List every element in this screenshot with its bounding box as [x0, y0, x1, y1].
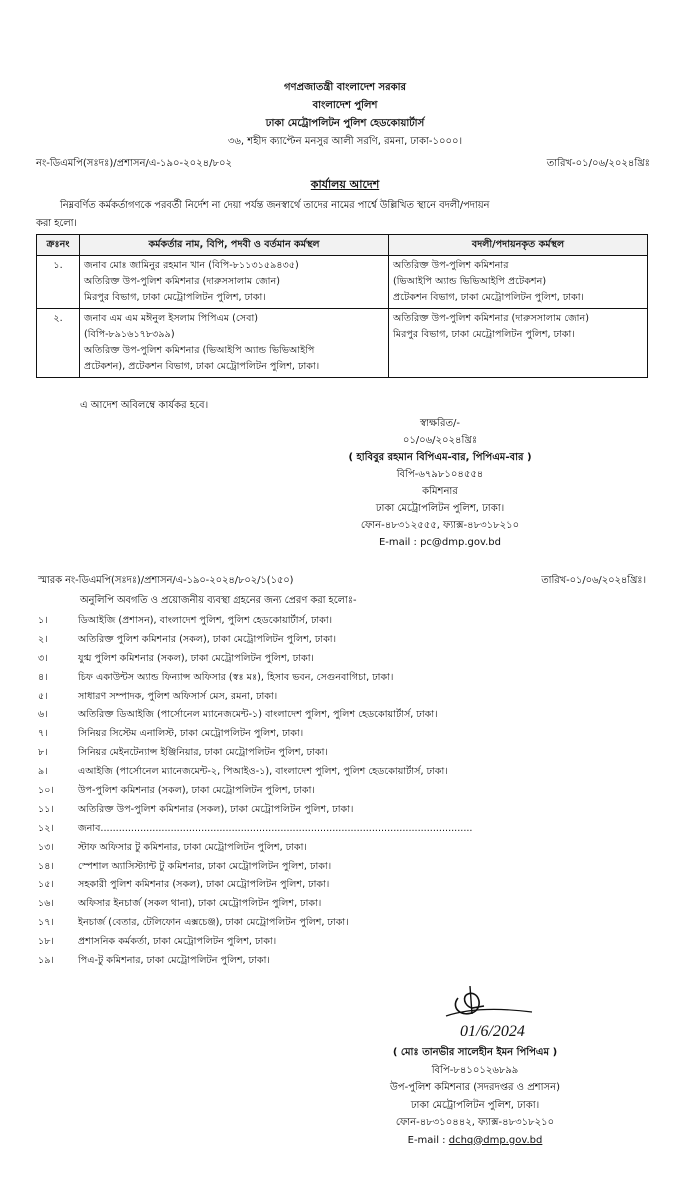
header-department: বাংলাদেশ পুলিশ — [312, 100, 378, 111]
signatory-bp: বিপি-৬৭৯৮১০৪৫৫৪ — [396, 469, 484, 480]
list-item-number: ১৪। — [38, 860, 54, 872]
col-header-officer: কর্মকর্তার নাম, বিপি, পদবী ও বর্তমান কর্মস্থল — [80, 235, 389, 256]
signatory-office: ঢাকা মেট্রোপলিটন পুলিশ, ঢাকা। — [410, 1099, 540, 1111]
list-item — [38, 782, 658, 801]
list-item — [38, 895, 658, 914]
signatory-block-commissioner — [330, 415, 550, 551]
list-item-number: ১। — [38, 614, 48, 626]
list-item-number: ৫। — [38, 690, 48, 702]
list-item-number: ৯। — [38, 766, 48, 778]
list-item — [38, 933, 658, 952]
table-row — [37, 309, 648, 378]
list-item-number: ১৯। — [38, 954, 54, 966]
list-item-text: অতিরিক্ত পুলিশ কমিশনার (সকল), ঢাকা মেট্রোপলিটন পুলিশ, ঢাকা। — [78, 633, 336, 645]
list-item-text: এআইজি (পার্সোনেল ম্যানেজমেন্ট-২, পিআইও-১), বাংলাদেশ পুলিশ, পুলিশ হেডকোয়ার্টার্স, ঢাকা। — [78, 766, 448, 778]
list-item — [38, 669, 658, 688]
officer-line: (বিপি-৮৯১৬১৭৮৩৯৯) — [84, 329, 175, 340]
signatory-designation: কমিশনার — [422, 486, 458, 497]
list-item-text: ইনচার্জ (বেতার, টেলিফোন এক্সচেঞ্জ), ঢাকা মেট্রোপলিটন পুলিশ, ঢাকা। — [78, 917, 349, 929]
row-officer — [80, 256, 389, 309]
signatory-office: ঢাকা মেট্রোপলিটন পুলিশ, ঢাকা। — [375, 503, 505, 514]
table-header-row — [37, 235, 648, 256]
list-item-number: ৬। — [38, 709, 48, 721]
transfer-table — [36, 234, 648, 378]
order-title: কার্যালয় আদেশ — [310, 178, 380, 191]
list-item-number: ১১। — [38, 803, 54, 815]
row-officer — [80, 309, 389, 378]
distribution-intro: অনুলিপি অবগতি ও প্রয়োজনীয় ব্যবস্থা গ্রহনের জন্য প্রেরণ করা হলোঃ- — [80, 595, 357, 606]
signatory-phone: ফোন-৪৮৩১২৫৫৫, ফ্যাক্স-৪৮৩১৮২১০ — [360, 520, 520, 531]
list-item — [38, 876, 658, 895]
signatory-phone: ফোন-৪৮৩১০৪৪২, ফ্যাক্স-৪৮৩১৮২১০ — [395, 1117, 555, 1128]
list-item-text: চিফ একাউন্টস অ্যান্ড ফিন্যান্স অফিসার (স্বঃ মঃ), হিসাব ভবন, সেগুনবাগিচা, ঢাকা। — [78, 671, 394, 683]
list-item — [38, 839, 658, 858]
header-office: ঢাকা মেট্রোপলিটন পুলিশ হেডকোয়ার্টার্স — [265, 118, 425, 129]
list-item — [38, 650, 658, 669]
list-item-number: ১০। — [38, 784, 54, 796]
posting-line: অতিরিক্ত উপ-পুলিশ কমিশনার (দারুসসালাম জোন) — [393, 313, 589, 324]
list-item — [38, 744, 658, 763]
list-item-text: সাধারণ সম্পাদক, পুলিশ অফিসার্স মেস, রমনা, ঢাকা। — [78, 690, 278, 702]
list-item-number: ৮। — [38, 747, 48, 759]
col-header-posting: বদলী/পদায়নকৃত কর্মস্থল — [389, 235, 648, 256]
signatory-name: ( মোঃ তানভীর সালেহীন ইমন পিপিএম ) — [392, 1047, 558, 1058]
row-sl: ২. — [37, 309, 80, 378]
signatory-designation: উপ-পুলিশ কমিশনার (সদরদপ্তর ও প্রশাসন) — [390, 1082, 560, 1093]
header-address: ৩৬, শহীদ ক্যাপ্টেন মনসুর আলী সরণি, রমনা, ঢাকা-১০০০। — [227, 136, 463, 147]
list-item-text: অফিসার ইনচার্জ (সকল থানা), ঢাকা মেট্রোপলিটন পুলিশ, ঢাকা। — [78, 898, 322, 910]
signatory-email-line — [350, 1132, 600, 1150]
list-item — [38, 631, 658, 650]
signatory-block-dc — [350, 1044, 600, 1149]
list-item-text: যুগ্ম পুলিশ কমিশনার (সকল), ঢাকা মেট্রোপলিটন পুলিশ, ঢাকা। — [78, 652, 314, 664]
signatory-email: E-mail : pc@dmp.gov.bd — [378, 537, 502, 548]
list-item — [38, 688, 658, 707]
list-item-number: ২। — [38, 633, 48, 645]
signed-label: স্বাক্ষরিত/- — [420, 418, 460, 429]
intro-line-2: করা হলো। — [36, 218, 77, 229]
list-item-number: ১৮। — [38, 936, 54, 948]
posting-line: অতিরিক্ত উপ-পুলিশ কমিশনার — [393, 260, 509, 271]
effective-note: এ আদেশ অবিলম্বে কার্যকর হবে। — [80, 400, 209, 411]
row-posting — [389, 309, 648, 378]
memo-ref-no: নং-ডিএমপি(সঃদঃ)/প্রশাসন/এ-১৯০-২০২৪/৮০২ — [36, 158, 232, 169]
list-item-text: সিনিয়র সিস্টেম এনালিস্ট, ঢাকা মেট্রোপলিটন পুলিশ, ঢাকা। — [78, 728, 304, 740]
list-item — [38, 612, 658, 631]
list-item-number: ১৩। — [38, 841, 54, 853]
list-item — [38, 801, 658, 820]
list-item-number: ১৬। — [38, 898, 54, 910]
memo-date: তারিখ-০১/০৬/২০২৪খ্রিঃ — [546, 158, 650, 169]
list-item-text: অতিরিক্ত ডিআইজি (পার্সোনেল ম্যানেজমেন্ট-১) বাংলাদেশ পুলিশ, পুলিশ হেডকোয়ার্টার্স, ঢাকা। — [78, 709, 438, 721]
list-item-text: অতিরিক্ত উপ-পুলিশ কমিশনার (সকল), ঢাকা মেট্রোপলিটন পুলিশ, ঢাকা। — [78, 803, 354, 815]
signatory-name: ( হাবিবুর রহমান বিপিএম-বার, পিপিএম-বার ) — [348, 452, 532, 463]
list-item-text: জনাব.......................................................................................................................... — [78, 822, 473, 834]
list-item-text: ডিআইজি (প্রশাসন), বাংলাদেশ পুলিশ, পুলিশ হেডকোয়ার্টার্স, ঢাকা। — [78, 614, 333, 626]
distribution-list — [38, 612, 658, 971]
signed-date: ০১/০৬/২০২৪খ্রিঃ — [402, 435, 478, 446]
header-government: গণপ্রজাতন্ত্রী বাংলাদেশ সরকার — [284, 82, 406, 93]
officer-line: অতিরিক্ত উপ-পুলিশ কমিশনার (দারুসসালাম জোন) — [84, 276, 280, 287]
posting-line: (ভিআইপি অ্যান্ড ভিভিআইপি প্রটেকশন) — [393, 276, 547, 287]
distribution-ref-no: স্মারক নং-ডিএমপি(সঃদঃ)/প্রশাসন/এ-১৯০-২০২৪/৮০২/১(১৫০) — [38, 575, 294, 586]
email-link[interactable]: dchq@dmp.gov.bd — [448, 1134, 543, 1146]
table-row — [37, 256, 648, 309]
list-item-text: সহকারী পুলিশ কমিশনার (সকল), ঢাকা মেট্রোপলিটন পুলিশ, ঢাকা। — [78, 879, 330, 891]
list-item-text: স্টাফ অফিসার টু কমিশনার, ঢাকা মেট্রোপলিটন পুলিশ, ঢাকা। — [78, 841, 307, 853]
posting-line: মিরপুর বিভাগ, ঢাকা মেট্রোপলিটন পুলিশ, ঢাকা। — [393, 329, 575, 340]
list-item-text: সিনিয়র মেইনটেন্যান্স ইঞ্জিনিয়ার, ঢাকা মেট্রোপলিটন পুলিশ, ঢাকা। — [78, 747, 328, 759]
officer-line: জনাব মোঃ জামিনুর রহমান খান (বিপি-৮১১৩১৫৯৪৩৫) — [84, 260, 299, 271]
list-item-number: ১৫। — [38, 879, 54, 891]
officer-line: প্রটেকশন), প্রটেকশন বিভাগ, ঢাকা মেট্রোপলিটন পুলিশ, ঢাকা। — [84, 361, 320, 372]
list-item-number: ১২। — [38, 822, 54, 834]
handwritten-date: 01/6/2024 — [460, 1023, 525, 1040]
intro-line-1: নিম্নবর্ণিত কর্মকর্তাগণকে পরবর্তী নির্দেশ না দেয়া পর্যন্ত জনস্বার্থে তাদের নামের পার্শ্বে উল্লিখিত স্থানে বদলী/পদায়ন — [60, 200, 490, 211]
list-item — [38, 725, 658, 744]
list-item — [38, 706, 658, 725]
list-item — [38, 763, 658, 782]
list-item-text: স্পেশাল অ্যাসিস্ট্যান্ট টু কমিশনার, ঢাকা মেট্রোপলিটন পুলিশ, ঢাকা। — [78, 860, 332, 872]
posting-line: প্রটেকশন বিভাগ, ঢাকা মেট্রোপলিটন পুলিশ, ঢাকা। — [393, 292, 584, 303]
list-item-number: ৪। — [38, 671, 48, 683]
col-header-sl: ক্রঃনং — [37, 235, 80, 256]
list-item-number: ৭। — [38, 728, 48, 740]
list-item-text: প্রশাসনিক কর্মকর্তা, ঢাকা মেট্রোপলিটন পুলিশ, ঢাকা। — [78, 936, 277, 948]
signatory-bp: বিপি-৮৪১০১২৬৮৯৯ — [431, 1064, 519, 1076]
list-item-text: উপ-পুলিশ কমিশনার (সকল), ঢাকা মেট্রোপলিটন পুলিশ, ঢাকা। — [78, 784, 315, 796]
handwritten-signature-icon — [440, 978, 580, 1042]
officer-line: অতিরিক্ত উপ-পুলিশ কমিশনার (ভিআইপি অ্যান্ড ভিভিআইপি — [84, 345, 315, 356]
email-label: E-mail : — [407, 1134, 449, 1146]
list-item-number: ৩। — [38, 652, 48, 664]
list-item — [38, 820, 658, 839]
list-item — [38, 914, 658, 933]
officer-line: জনাব এম এম মঈনুল ইসলাম পিপিএম (সেবা) — [84, 313, 259, 324]
list-item — [38, 952, 658, 971]
officer-line: মিরপুর বিভাগ, ঢাকা মেট্রোপলিটন পুলিশ, ঢাকা। — [84, 292, 266, 303]
distribution-date: তারিখ-০১/০৬/২০২৪খ্রিঃ। — [541, 575, 646, 586]
list-item-number: ১৭। — [38, 917, 54, 929]
list-item-text: পিএ-টু কমিশনার, ঢাকা মেট্রোপলিটন পুলিশ, ঢাকা। — [78, 954, 270, 966]
row-posting — [389, 256, 648, 309]
list-item — [38, 858, 658, 877]
row-sl: ১. — [37, 256, 80, 309]
